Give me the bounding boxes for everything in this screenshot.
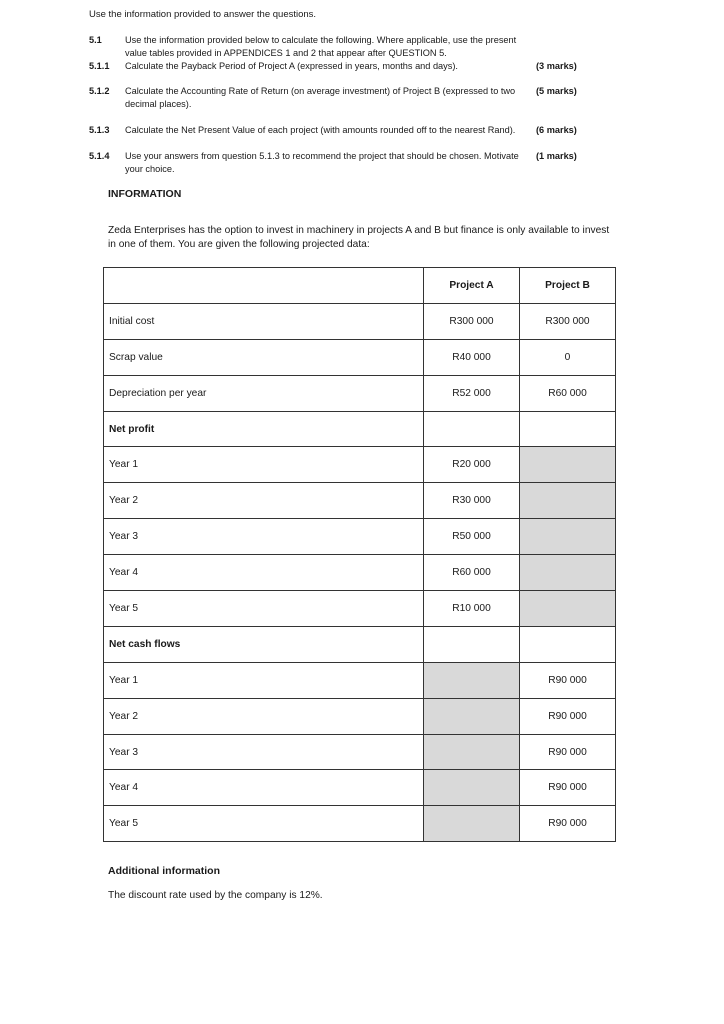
question-marks: (6 marks) xyxy=(536,125,577,135)
table-header-empty xyxy=(104,268,424,304)
project-b-value: R90 000 xyxy=(520,662,616,698)
row-label: Year 2 xyxy=(104,483,424,519)
question-text: Use the information provided below to calculate the following. Where applicable, use the present value tables provided in APPENDICES 1 and 2 that appear after QUESTION 5. xyxy=(125,35,517,58)
shaded-cell xyxy=(520,519,616,555)
project-a-value xyxy=(424,626,520,662)
shaded-cell xyxy=(520,555,616,591)
shaded-cell xyxy=(520,447,616,483)
table-row xyxy=(104,698,616,734)
table-row xyxy=(104,519,616,555)
row-label: Year 1 xyxy=(104,662,424,698)
question-marks: (5 marks) xyxy=(536,86,577,96)
project-a-value: R52 000 xyxy=(424,375,520,411)
section-label: Net profit xyxy=(104,411,424,447)
table-section-row xyxy=(104,411,616,447)
shaded-cell xyxy=(424,662,520,698)
section-label: Net cash flows xyxy=(104,626,424,662)
shaded-cell xyxy=(424,698,520,734)
row-label: Year 3 xyxy=(104,519,424,555)
row-label: Year 3 xyxy=(104,734,424,770)
table-row xyxy=(104,555,616,591)
row-label: Year 4 xyxy=(104,770,424,806)
project-b-value xyxy=(520,626,616,662)
project-data-table xyxy=(103,267,616,842)
table-row xyxy=(104,303,616,339)
information-heading: INFORMATION xyxy=(108,188,182,200)
project-a-value: R10 000 xyxy=(424,591,520,627)
table-row xyxy=(104,591,616,627)
question-number: 5.1.1 xyxy=(89,61,110,71)
row-label: Year 4 xyxy=(104,555,424,591)
project-b-value: R90 000 xyxy=(520,770,616,806)
shaded-cell xyxy=(424,806,520,842)
row-label: Scrap value xyxy=(104,339,424,375)
question-text: Calculate the Payback Period of Project A (expressed in years, months and days). xyxy=(125,61,458,71)
row-label: Year 1 xyxy=(104,447,424,483)
row-label: Year 5 xyxy=(104,591,424,627)
table-section-row xyxy=(104,626,616,662)
additional-info-text: The discount rate used by the company is 12%. xyxy=(108,890,323,901)
shaded-cell xyxy=(424,770,520,806)
table-row xyxy=(104,662,616,698)
table-header-project-b: Project B xyxy=(520,268,616,304)
shaded-cell xyxy=(424,734,520,770)
row-label: Initial cost xyxy=(104,303,424,339)
intro-text: Use the information provided to answer the questions. xyxy=(89,9,317,20)
project-a-value: R50 000 xyxy=(424,519,520,555)
project-a-value: R300 000 xyxy=(424,303,520,339)
table-row xyxy=(104,339,616,375)
project-b-value: R90 000 xyxy=(520,806,616,842)
project-b-value: R90 000 xyxy=(520,698,616,734)
project-a-value: R20 000 xyxy=(424,447,520,483)
shaded-cell xyxy=(520,591,616,627)
question-marks: (1 marks) xyxy=(536,151,577,161)
table-header-row xyxy=(104,268,616,304)
project-a-value: R40 000 xyxy=(424,339,520,375)
question-number: 5.1 xyxy=(89,35,102,45)
table-row xyxy=(104,375,616,411)
scenario-text: Zeda Enterprises has the option to invest in machinery in projects A and B but finance is only available to invest in one of them. You are given the following projected data: xyxy=(108,225,610,250)
table-row xyxy=(104,770,616,806)
question-text: Calculate the Accounting Rate of Return (on average investment) of Project B (expressed to two decimal places). xyxy=(125,86,516,109)
additional-info-heading: Additional information xyxy=(108,865,220,877)
question-number: 5.1.2 xyxy=(89,86,110,96)
table-row xyxy=(104,806,616,842)
question-text: Use your answers from question 5.1.3 to recommend the project that should be chosen. Motivate your choice. xyxy=(125,151,519,174)
row-label: Year 5 xyxy=(104,806,424,842)
project-b-value xyxy=(520,411,616,447)
project-b-value: R90 000 xyxy=(520,734,616,770)
table-row xyxy=(104,734,616,770)
row-label: Year 2 xyxy=(104,698,424,734)
project-b-value: R300 000 xyxy=(520,303,616,339)
question-marks: (3 marks) xyxy=(536,61,577,71)
question-text: Calculate the Net Present Value of each project (with amounts rounded off to the nearest Rand). xyxy=(125,125,516,135)
project-a-value: R60 000 xyxy=(424,555,520,591)
table-row xyxy=(104,483,616,519)
shaded-cell xyxy=(520,483,616,519)
question-number: 5.1.3 xyxy=(89,125,110,135)
project-a-value xyxy=(424,411,520,447)
project-b-value: 0 xyxy=(520,339,616,375)
table-header-project-a: Project A xyxy=(424,268,520,304)
project-a-value: R30 000 xyxy=(424,483,520,519)
question-number: 5.1.4 xyxy=(89,151,110,161)
table-row xyxy=(104,447,616,483)
row-label: Depreciation per year xyxy=(104,375,424,411)
project-b-value: R60 000 xyxy=(520,375,616,411)
